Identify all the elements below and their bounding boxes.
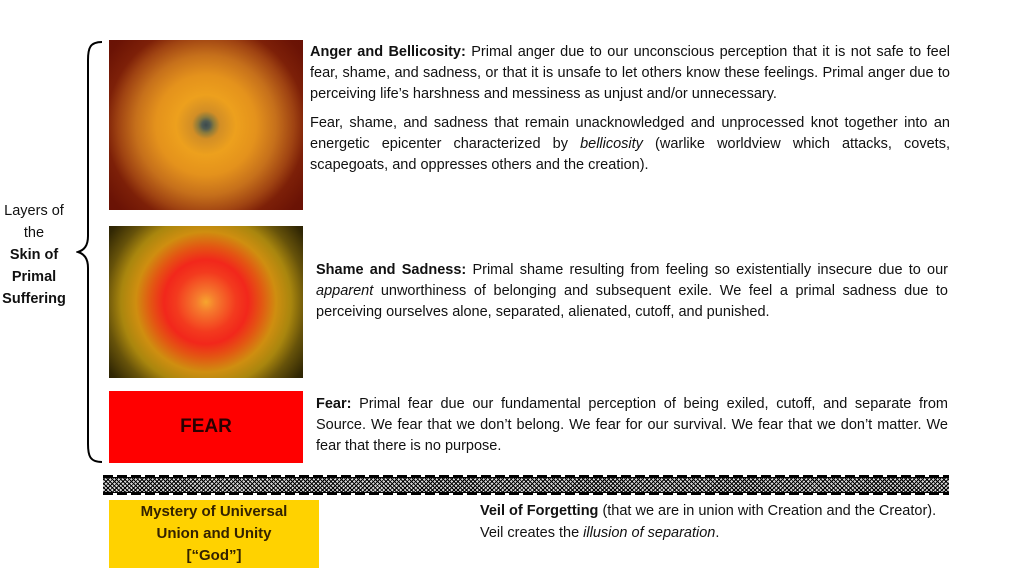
curly-brace bbox=[76, 40, 106, 464]
veil-text-a: (that we are in union with Creation and the Creator). Veil creates the bbox=[480, 503, 937, 541]
layers-label-line2: the bbox=[23, 225, 45, 241]
shame-text-a: Primal shame resulting from feeling so existentially insecure due to our bbox=[466, 262, 949, 278]
veil-title: Veil of Forgetting bbox=[480, 503, 599, 519]
layers-label-line3: Skin of bbox=[9, 247, 59, 263]
anger-paragraph-1 bbox=[310, 42, 950, 105]
anger-text-2b: (warlike worldview which attacks, covets, scapegoats, and oppresses others and the creation). bbox=[310, 136, 950, 173]
fear-box: FEAR bbox=[109, 391, 303, 463]
veil-text-emphasis: illusion of separation bbox=[583, 525, 716, 541]
god-box bbox=[109, 500, 319, 568]
veil-description bbox=[480, 500, 950, 544]
layers-label bbox=[0, 200, 74, 310]
veil-text-b: . bbox=[715, 525, 720, 541]
anger-title: Anger and Bellicosity: bbox=[310, 44, 466, 60]
layers-label-line4: Primal bbox=[11, 269, 57, 285]
god-line-1: Mystery of Universal bbox=[140, 503, 288, 520]
shame-gradient-box bbox=[109, 226, 303, 378]
anger-gradient-box bbox=[109, 40, 303, 210]
god-line-3: [“God”] bbox=[186, 547, 242, 564]
shame-description bbox=[316, 260, 948, 323]
anger-text-1: Primal anger due to our unconscious perception that it is not safe to feel fear, shame, and sadness, or that it is unsafe to let others know these feelings. Primal anger due to perceiving life’s harshness and messiness as unjust and/or unnecessary. bbox=[310, 44, 951, 102]
anger-text-2a: Fear, shame, and sadness that remain unacknowledged and unprocessed knot together into an energetic epicenter characterized by bbox=[310, 115, 950, 152]
veil-bar bbox=[103, 478, 949, 492]
shame-text-b: unworthiness of belonging and subsequent exile. We feel a primal sadness due to perceiving ourselves alone, separated, alienated, cutoff, and punished. bbox=[316, 283, 948, 320]
shame-text-emphasis: apparent bbox=[316, 283, 374, 299]
anger-description bbox=[310, 42, 950, 184]
layers-label-line5: Suffering bbox=[2, 291, 66, 307]
fear-description bbox=[316, 394, 948, 457]
shame-title: Shame and Sadness: bbox=[316, 262, 467, 278]
anger-text-2-emphasis: bellicosity bbox=[580, 136, 643, 152]
god-line-2: Union and Unity bbox=[156, 525, 272, 542]
layers-label-line1: Layers of bbox=[4, 203, 64, 219]
anger-paragraph-2 bbox=[310, 113, 950, 176]
fear-text: Primal fear due our fundamental perception of being exiled, cutoff, and separate from Source. We fear that we don’t belong. We fear for our survival. We fear that we don’t matter. We fear that there is no purpose. bbox=[316, 396, 948, 454]
fear-title: Fear: bbox=[316, 396, 352, 412]
